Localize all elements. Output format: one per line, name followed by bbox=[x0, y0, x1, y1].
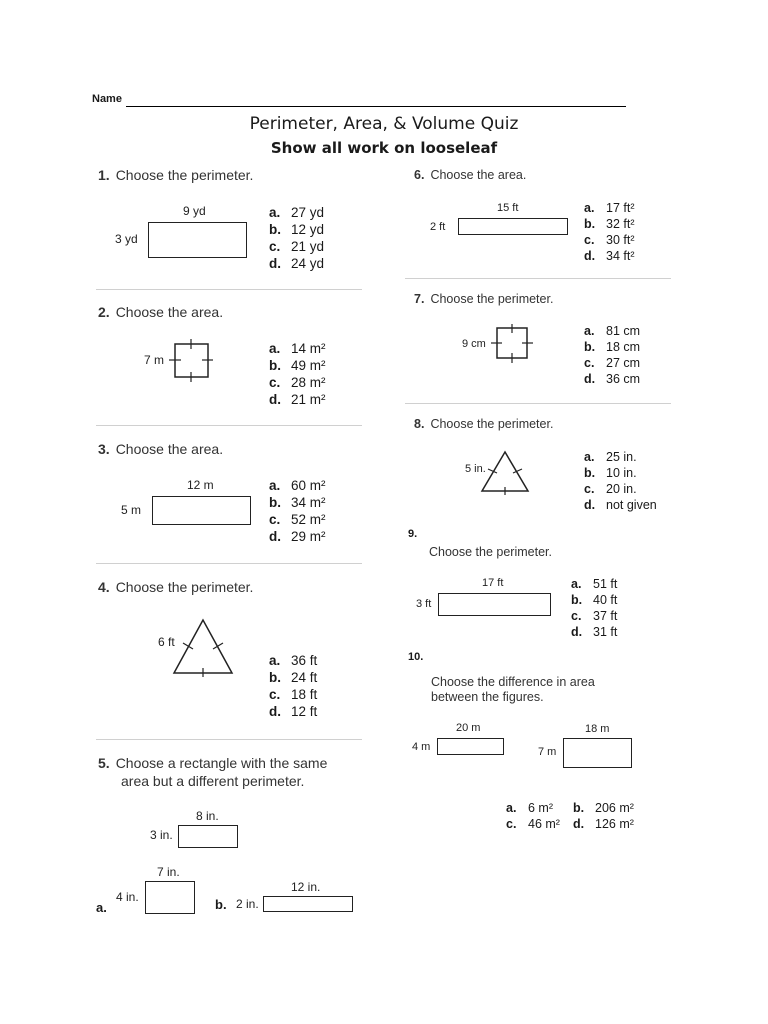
question-6-prompt bbox=[414, 168, 526, 182]
answer-option-c[interactable]: c. 20 in. bbox=[584, 482, 637, 496]
dimension-label: 2 ft bbox=[430, 221, 446, 233]
name-label: Name bbox=[92, 93, 122, 105]
dimension-label: 4 in. bbox=[116, 890, 139, 904]
question-2-prompt bbox=[98, 304, 223, 320]
question-3-prompt bbox=[98, 441, 223, 457]
answer-option-c[interactable]: c. 46 m² bbox=[506, 817, 560, 831]
answer-option-b[interactable]: b. 12 yd bbox=[269, 222, 325, 237]
question-text-line2: between the figures. bbox=[431, 690, 544, 704]
question-text-line1: Choose the difference in area bbox=[431, 675, 595, 689]
answer-option-d[interactable]: d. not given bbox=[584, 498, 657, 512]
answer-options-right bbox=[573, 800, 634, 832]
question-text: Choose the area. bbox=[430, 168, 527, 182]
answer-options bbox=[269, 477, 326, 545]
question-1-prompt bbox=[98, 167, 253, 183]
answer-option-b[interactable]: b. 206 m² bbox=[573, 801, 634, 815]
question-text-line1: Choose a rectangle with the same bbox=[115, 755, 328, 771]
answer-options bbox=[584, 323, 640, 387]
section-divider bbox=[96, 425, 362, 426]
question-text: Choose the area. bbox=[115, 304, 224, 320]
dimension-label: 7 in. bbox=[157, 865, 180, 879]
question-9-number: 9. bbox=[408, 528, 418, 540]
page-subtitle: Show all work on looseleaf bbox=[270, 139, 498, 157]
dimension-label: 2 in. bbox=[236, 897, 259, 911]
answer-option-c[interactable]: c. 18 ft bbox=[269, 687, 318, 702]
option-a-rectangle[interactable] bbox=[145, 881, 195, 914]
answer-option-c[interactable]: c. 28 m² bbox=[269, 375, 326, 390]
answer-option-a[interactable]: a. 17 ft² bbox=[584, 201, 635, 215]
answer-option-c[interactable]: c. 21 yd bbox=[269, 239, 325, 254]
question-7-prompt bbox=[414, 292, 553, 306]
answer-option-c[interactable]: c. 52 m² bbox=[269, 512, 326, 527]
section-divider bbox=[96, 289, 362, 290]
answer-option-b[interactable]: b. 34 m² bbox=[269, 495, 326, 510]
dimension-label: 9 yd bbox=[183, 204, 206, 218]
rectangle-figure bbox=[178, 825, 238, 848]
question-4-prompt bbox=[98, 579, 253, 595]
answer-option-b[interactable]: b. 18 cm bbox=[584, 340, 641, 354]
question-number: 5. bbox=[98, 755, 110, 771]
rectangle-figure-a bbox=[437, 738, 504, 755]
dimension-label: 15 ft bbox=[497, 202, 519, 214]
question-number: 3. bbox=[98, 441, 110, 457]
answer-option-d[interactable]: d. 36 cm bbox=[584, 372, 641, 386]
answer-option-d[interactable]: d. 29 m² bbox=[269, 529, 326, 544]
question-8-prompt bbox=[414, 417, 553, 431]
answer-option-a[interactable]: a. 27 yd bbox=[269, 205, 325, 220]
answer-options bbox=[571, 576, 617, 640]
dimension-label: 3 ft bbox=[416, 598, 432, 610]
name-field[interactable] bbox=[92, 93, 122, 105]
question-10-number: 10. bbox=[408, 651, 424, 663]
dimension-label: 12 in. bbox=[291, 880, 321, 894]
answer-option-b[interactable]: b. 24 ft bbox=[269, 670, 318, 685]
answer-option-d[interactable]: d. 126 m² bbox=[573, 817, 634, 831]
dimension-label: 20 m bbox=[456, 722, 481, 734]
question-number: 6. bbox=[414, 168, 425, 182]
answer-options bbox=[269, 652, 317, 720]
section-divider bbox=[405, 278, 671, 279]
answer-option-b[interactable]: b. 10 in. bbox=[584, 466, 637, 480]
question-number: 4. bbox=[98, 579, 110, 595]
dimension-label: 7 m bbox=[538, 746, 557, 758]
dimension-label: 3 in. bbox=[150, 828, 173, 842]
triangle-figure bbox=[478, 449, 532, 495]
answer-option-c[interactable]: c. 30 ft² bbox=[584, 233, 635, 247]
dimension-label: 6 ft bbox=[158, 635, 175, 649]
answer-option-a[interactable]: a. 6 m² bbox=[506, 801, 553, 815]
question-number: 2. bbox=[98, 304, 110, 320]
answer-option-a[interactable]: a. 25 in. bbox=[584, 450, 637, 464]
dimension-label: 7 m bbox=[144, 353, 165, 367]
dimension-label: 9 cm bbox=[462, 338, 486, 350]
answer-options-left bbox=[506, 800, 560, 832]
question-text: Choose the perimeter. bbox=[115, 579, 254, 595]
option-b-letter[interactable]: b. bbox=[215, 897, 227, 912]
answer-option-d[interactable]: d. 12 ft bbox=[269, 704, 318, 719]
dimension-label: 3 yd bbox=[115, 232, 138, 246]
option-a-letter[interactable]: a. bbox=[96, 900, 107, 915]
section-divider bbox=[96, 563, 362, 564]
option-b-rectangle[interactable] bbox=[263, 896, 353, 912]
question-number: 8. bbox=[414, 417, 425, 431]
triangle-figure bbox=[170, 617, 236, 677]
rectangle-figure bbox=[152, 496, 251, 525]
question-text: Choose the perimeter. bbox=[430, 417, 554, 431]
dimension-label: 18 m bbox=[585, 723, 610, 735]
answer-options bbox=[584, 200, 635, 264]
question-number: 1. bbox=[98, 167, 110, 183]
answer-option-b[interactable]: b. 40 ft bbox=[571, 593, 618, 607]
question-number: 7. bbox=[414, 292, 425, 306]
rectangle-figure-b bbox=[563, 738, 632, 768]
page-title: Perimeter, Area, & Volume Quiz bbox=[249, 114, 519, 134]
rectangle-figure bbox=[458, 218, 568, 235]
question-text-line2: area but a different perimeter. bbox=[121, 773, 305, 789]
answer-option-d[interactable]: d. 21 m² bbox=[269, 392, 326, 407]
question-text: Choose the perimeter. bbox=[430, 292, 554, 306]
rectangle-figure bbox=[438, 593, 551, 616]
dimension-label: 8 in. bbox=[196, 809, 219, 823]
answer-option-b[interactable]: b. 32 ft² bbox=[584, 217, 635, 231]
question-text: Choose the area. bbox=[115, 441, 224, 457]
answer-option-a[interactable]: a. 60 m² bbox=[269, 478, 326, 493]
square-figure bbox=[490, 324, 534, 364]
answer-option-d[interactable]: d. 24 yd bbox=[269, 256, 325, 271]
section-divider bbox=[96, 739, 362, 740]
question-9-prompt: Choose the perimeter. bbox=[429, 545, 552, 559]
answer-option-d[interactable]: d. 34 ft² bbox=[584, 249, 635, 263]
answer-option-a[interactable]: a. 51 ft bbox=[571, 577, 618, 591]
dimension-label: 4 m bbox=[412, 741, 431, 753]
answer-option-b[interactable]: b. 49 m² bbox=[269, 358, 326, 373]
question-5-prompt bbox=[98, 755, 327, 771]
dimension-label: 12 m bbox=[187, 478, 214, 492]
answer-options bbox=[584, 449, 657, 513]
answer-option-a[interactable]: a. 14 m² bbox=[269, 341, 326, 356]
dimension-label: 5 in. bbox=[465, 463, 486, 475]
dimension-label: 17 ft bbox=[482, 577, 504, 589]
dimension-label: 5 m bbox=[121, 503, 142, 517]
answer-options bbox=[269, 204, 324, 272]
answer-option-c[interactable]: c. 27 cm bbox=[584, 356, 641, 370]
name-blank-line bbox=[126, 106, 626, 107]
question-text: Choose the perimeter. bbox=[115, 167, 254, 183]
answer-option-d[interactable]: d. 31 ft bbox=[571, 625, 618, 639]
answer-options bbox=[269, 340, 326, 408]
rectangle-figure bbox=[148, 222, 247, 258]
answer-option-a[interactable]: a. 81 cm bbox=[584, 324, 641, 338]
answer-option-a[interactable]: a. 36 ft bbox=[269, 653, 318, 668]
square-figure bbox=[168, 338, 214, 384]
answer-option-c[interactable]: c. 37 ft bbox=[571, 609, 618, 623]
section-divider bbox=[405, 403, 671, 404]
